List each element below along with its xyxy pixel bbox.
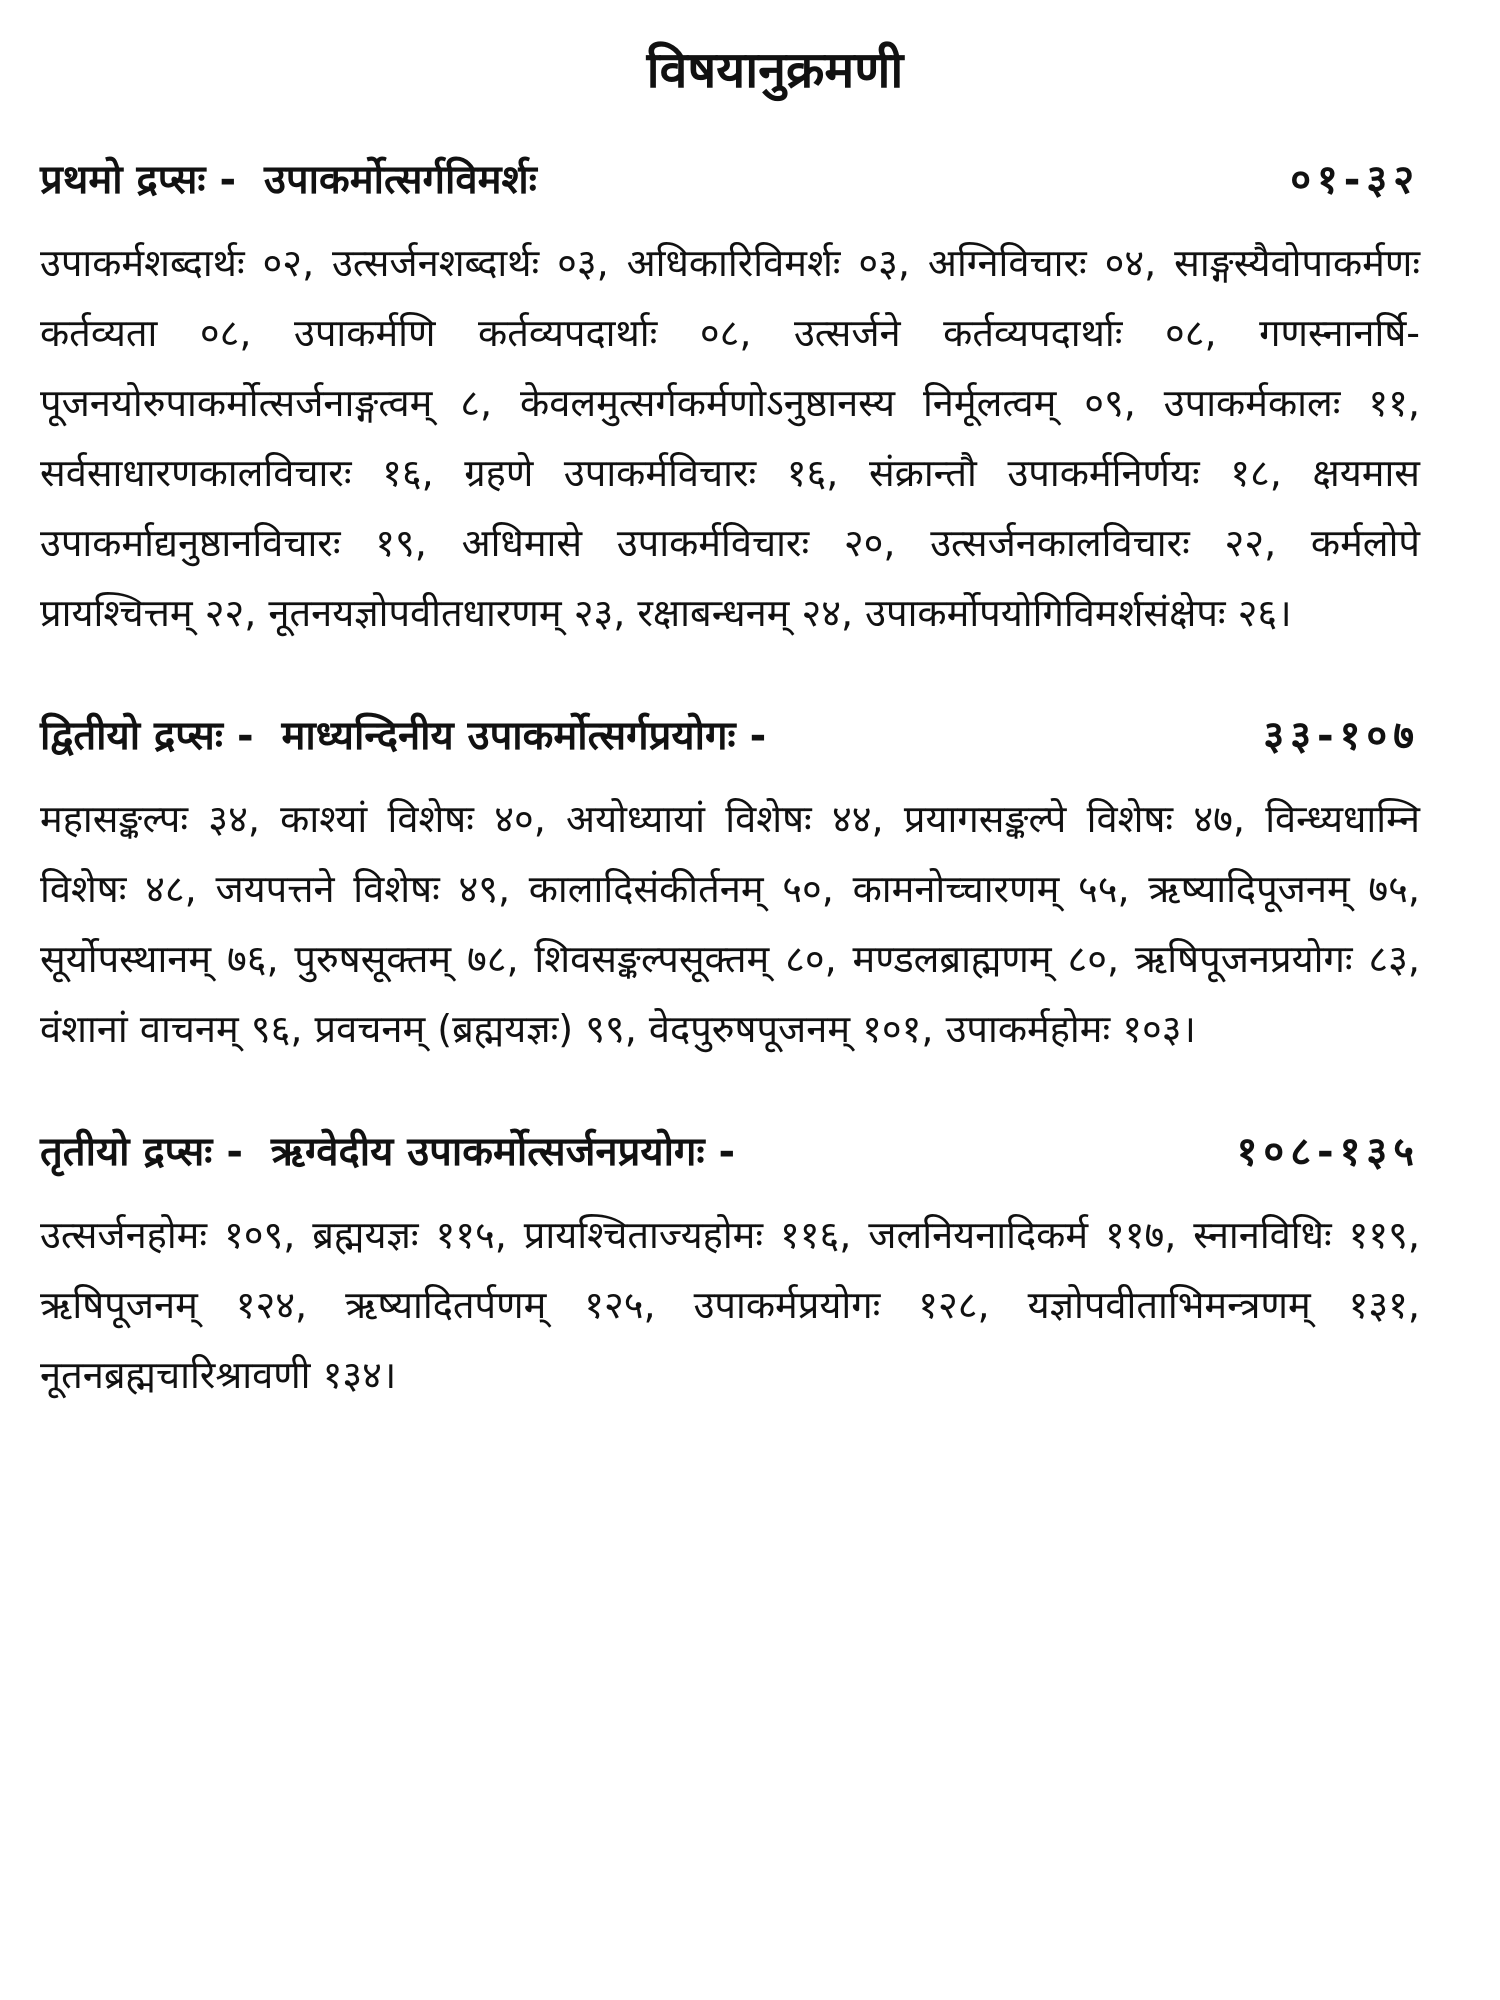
section-name: प्रथमो द्रप्सः (40, 157, 206, 203)
section-name: द्वितीयो द्रप्सः (40, 713, 223, 759)
section-dash-2: - (749, 713, 767, 759)
section-2 (40, 706, 1440, 1064)
section-dash: - (226, 1129, 243, 1175)
section-subject: ऋग्वेदीय उपाकर्मोत्सर्जनप्रयोगः (270, 1129, 705, 1175)
section-heading-left (40, 1122, 749, 1182)
section-body: उपाकर्मशब्दार्थः ०२, उत्सर्जनशब्दार्थः ०३, अधिकारिविमर्शः ०३, अग्निविचारः ०४, साङ्गस्यैवोपाकर्मणः कर्तव्यता ०८, उपाकर्मणि कर्तव्यपदार्थाः ०८, उत्सर्जने कर्तव्यपदार्थाः ०८, गणस्नानर्षि-पूजनयोरुपाकर्मोत्सर्जनाङ्गत्वम् ८, केवलमुत्सर्गकर्मणोऽनुष्ठानस्य निर्मूलत्वम् ०९, उपाकर्मकालः ११, सर्वसाधारणकालविचारः १६, ग्रहणे उपाकर्मविचारः १६, संक्रान्तौ उपाकर्मनिर्णयः १८, क्षयमास उपाकर्माद्यनुष्ठानविचारः १९, अधिमासे उपाकर्मविचारः २०, उत्सर्जनकालविचारः २२, कर्मलोपे प्रायश्चित्तम् २२, नूतनयज्ञोपवीतधारणम् २३, रक्षाबन्धनम् २४, उपाकर्मोपयोगिविमर्शसंक्षेपः २६। (40, 241, 1420, 635)
section-dash: - (219, 157, 237, 203)
section-page-range: १०८-१३५ (1236, 1129, 1420, 1175)
section-body: उत्सर्जनहोमः १०९, ब्रह्मयज्ञः ११५, प्रायश्चिताज्यहोमः ११६, जलनियनादिकर्म ११७, स्नानविधिः ११९, ऋषिपूजनम् १२४, ऋष्यादितर्पणम् १२५, उपाकर्मप्रयोगः १२८, यज्ञोपवीताभिमन्त्रणम् १३१, नूतनब्रह्मचारिश्रावणी १३४। (40, 1213, 1420, 1397)
contents-page (40, 30, 1440, 1468)
section-3 (40, 1122, 1440, 1410)
section-dash-2: - (718, 1129, 736, 1175)
section-body: महासङ्कल्पः ३४, काश्यां विशेषः ४०, अयोध्यायां विशेषः ४४, प्रयागसङ्कल्पे विशेषः ४७, विन्ध्यधाम्नि विशेषः ४८, जयपत्तने विशेषः ४९, कालादिसंकीर्तनम् ५०, कामनोच्चारणम् ५५, ऋष्यादिपूजनम् ७५, सूर्योपस्थानम् ७६, पुरुषसूक्तम् ७८, शिवसङ्कल्पसूक्तम् ८०, मण्डलब्राह्मणम् ८०, ऋषिपूजनप्रयोगः ८३, वंशानां वाचनम् ९६, प्रवचनम् (ब्रह्मयज्ञः) ९९, वेदपुरुषपूजनम् १०१, उपाकर्महोमः १०३। (40, 797, 1420, 1051)
section-heading (40, 1122, 1440, 1182)
section-heading-left (40, 706, 780, 766)
section-dash: - (236, 713, 254, 759)
section-heading-left (40, 150, 551, 210)
page-title: विषयानुक्रमणी (646, 41, 904, 99)
section-1 (40, 150, 1440, 648)
section-heading (40, 706, 1440, 766)
section-subject: माध्यन्दिनीय उपाकर्मोत्सर्गप्रयोगः (281, 713, 736, 759)
section-subject: उपाकर्मोत्सर्गविमर्शः (264, 157, 537, 203)
section-page-range: ०१-३२ (1290, 157, 1420, 203)
section-name: तृतीयो द्रप्सः (40, 1129, 213, 1175)
section-page-range: ३३-१०७ (1263, 713, 1420, 759)
section-heading (40, 150, 1440, 210)
